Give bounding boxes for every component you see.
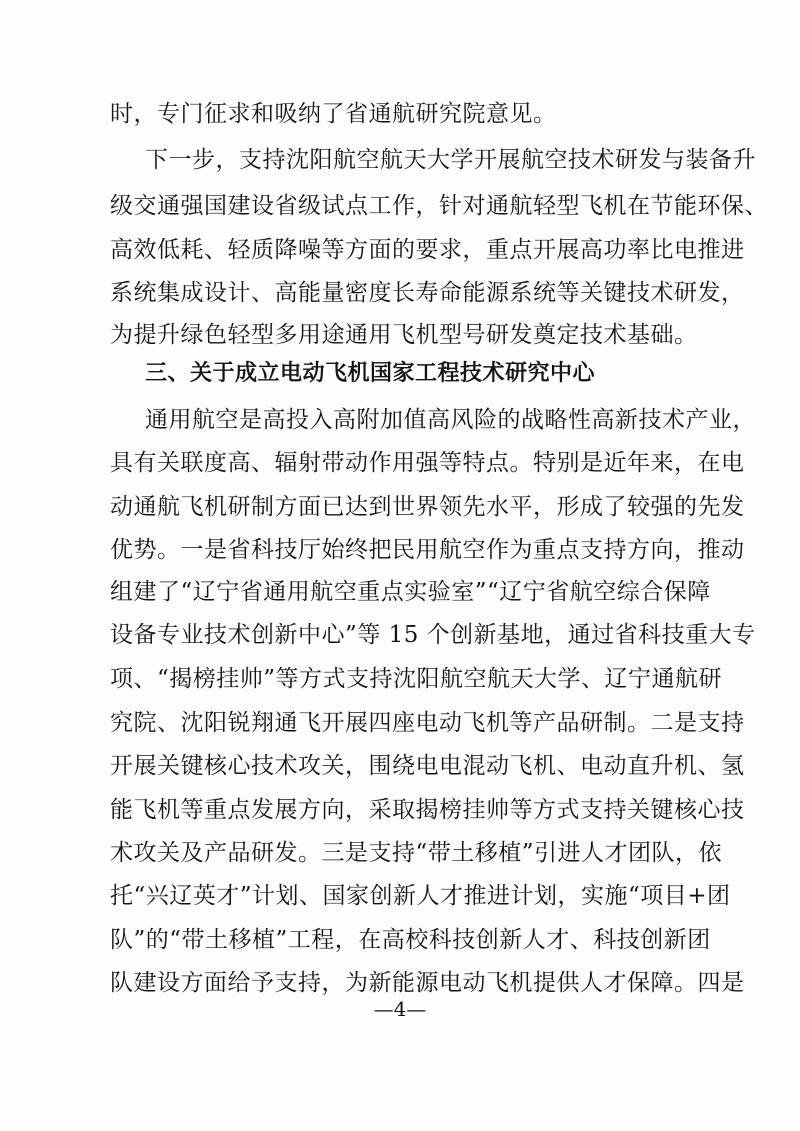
text-line: 系统集成设计、高能量密度长寿命能源系统等关键技术研发， <box>110 280 745 306</box>
page-number: —4— <box>373 997 427 1021</box>
text-line: 组建了“辽宁省通用航空重点实验室”“辽宁省航空综合保障 <box>110 579 711 605</box>
text-line: 队建设方面给予支持，为新能源电动飞机提供人才保障。四是 <box>110 970 745 996</box>
text-line: 优势。一是省科技厅始终把民用航空作为重点支持方向，推动 <box>110 537 745 563</box>
text-line: 术攻关及产品研发。三是支持“带土移植”引进人才团队，依 <box>110 840 723 866</box>
text-line: 时，专门征求和吸纳了省通航研究院意见。 <box>110 101 557 127</box>
text-line: 通用航空是高投入高附加值高风险的战略性高新技术产业， <box>145 407 756 433</box>
text-line: 具有关联度高、辐射带动作用强等特点。特别是近年来，在电 <box>110 450 745 476</box>
text-line: 为提升绿色轻型多用途通用飞机型号研发奠定技术基础。 <box>110 322 698 348</box>
text-line: 究院、沈阳锐翔通飞开展四座电动飞机等产品研制。二是支持 <box>110 710 745 736</box>
text-line: 项、“揭榜挂帅”等方式支持沈阳航空航天大学、辽宁通航研 <box>110 666 723 692</box>
text-line: 下一步，支持沈阳航空航天大学开展航空技术研发与装备升 <box>145 147 756 173</box>
text-line: 动通航飞机研制方面已达到世界领先水平，形成了较强的先发 <box>110 494 745 520</box>
text-line: 能飞机等重点发展方向，采取揭榜挂帅等方式支持关键核心技 <box>110 797 745 823</box>
text-line: 设备专业技术创新中心”等 15 个创新基地，通过省科技重大专 <box>110 622 756 648</box>
text-line: 托“兴辽英才”计划、国家创新人才推进计划，实施“项目+团 <box>110 883 731 909</box>
section-heading: 三、关于成立电动飞机国家工程技术研究中心 <box>145 361 596 386</box>
text-line: 高效低耗、轻质降噪等方面的要求，重点开展高功率比电推进 <box>110 237 745 263</box>
text-line: 级交通强国建设省级试点工作，针对通航轻型飞机在节能环保、 <box>110 193 768 219</box>
text-line: 开展关键核心技术攻关，围绕电电混动飞机、电动直升机、氢 <box>110 753 745 779</box>
text-line: 队”的“带土移植”工程，在高校科技创新人才、科技创新团 <box>110 927 711 953</box>
